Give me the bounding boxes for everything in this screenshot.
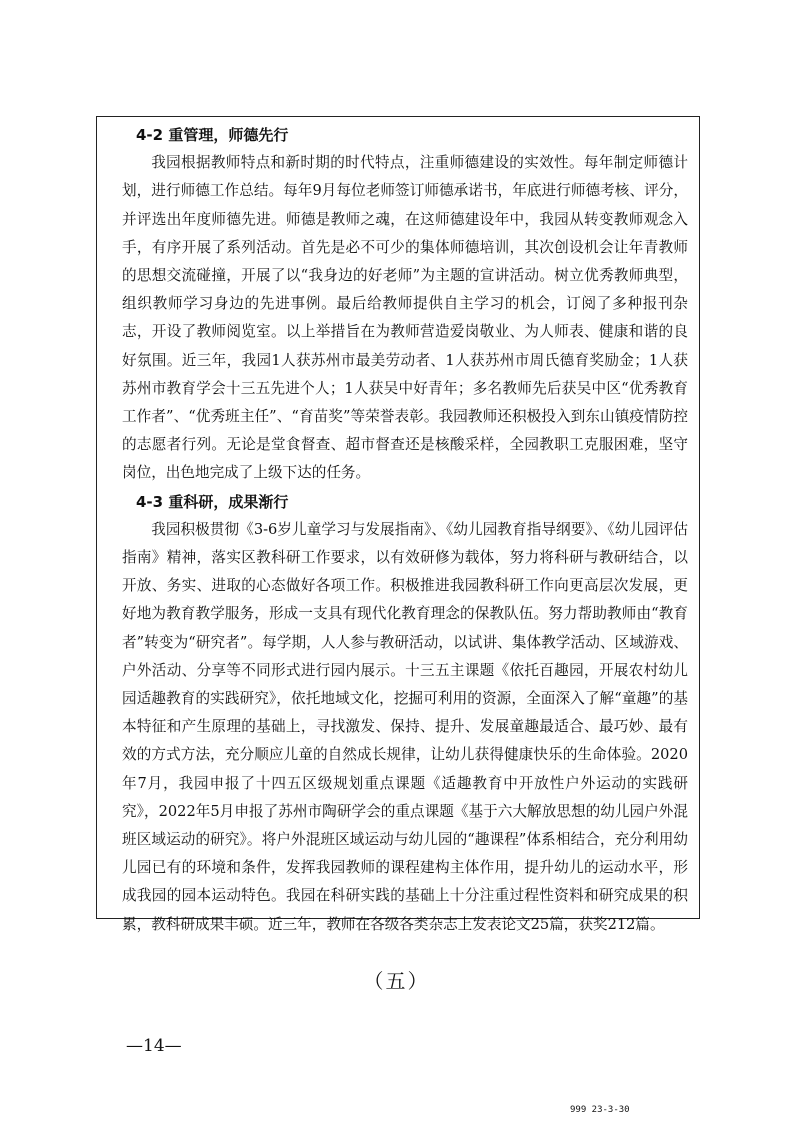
footer-stamp: 999 23-3-30 [570,1105,630,1115]
section-label: （五） [363,969,430,993]
section-heading-management: 4-2 重管理，师德先行 [136,126,289,144]
section-paragraph-research: 我园积极贯彻《3-6岁儿童学习与发展指南》、《幼儿园教育指导纲要》、《幼儿园评估指南》精神，落实区教科研工作要求，以有效研修为载体，努力将科研与教研结合，以开放、务实、进取的心态做好各项工作。积极推进我园教科研工作向更高层次发展，更好地为教育教学服务，形成一支具有现代化教育理念的保教队伍。努力帮助教师由“教育者”转变为“研究者”。每学期，人人参与教研活动，以试讲、集体教学活动、区域游戏、户外活动、分享等不同形式进行园内展示。十三五主课题《依托百趣园，开展农村幼儿园适趣教育的实践研究》，依托地域文化，挖掘可利用的资源，全面深入了解“童趣”的基本特征和产生原理的基础上，寻找激发、保持、提升、发展童趣最适合、最巧妙、最有效的方式方法，充分顺应儿童的自然成长规律，让幼儿获得健康快乐的生命体验。2020年7月，我园申报了十四五区级规划重点课题《适趣教育中开放性户外运动的实践研究》，2022年5月申报了苏州市陶研学会的重点课题《基于六大解放思想的幼儿园户外混班区域运动的研究》。将户外混班区域运动与幼儿园的“趣课程”体系相结合，充分利用幼儿园已有的环境和条件，发挥我园教师的课程建构主体作用，提升幼儿的运动水平，形成我园的园本运动特色。我园在科研实践的基础上十分注重过程性资料和研究成果的积累，教科研成果丰硕。近三年，教师在各级各类杂志上发表论文25篇，获奖212篇。 [122,520,688,933]
document-body [122,121,688,939]
section-heading-research: 4-3 重科研，成果渐行 [136,492,289,511]
content-frame [96,116,700,933]
page-number: —14— [126,1036,182,1056]
section-paragraph-management: 我园根据教师特点和新时期的时代特点，注重师德建设的实效性。每年制定师德计划，进行师德工作总结。每年9月每位老师签订师德承诺书，年底进行师德考核、评分，并评选出年度师德先进。师德是教师之魂，在这师德建设年中，我园从转变教师观念入手，有序开展了系列活动。首先是必不可少的集体师德培训，其次创设机会让年青教师的思想交流碰撞，开展了以“我身边的好老师”为主题的宣讲活动。树立优秀教师典型，组织教师学习身边的先进事例。最后给教师提供自主学习的机会，订阅了多种报刊杂志，开设了教师阅览室。以上举措旨在为教师营造爱岗敬业、为人师表、健康和谐的良好氛围。近三年，我园1人获苏州市最美劳动者、1人获苏州市周氏德育奖励金；1人获苏州市教育学会十三五先进个人；1人获吴中好青年；多名教师先后获吴中区“优秀教育工作者”、“优秀班主任”、“育苗奖”等荣誉表彰。我园教师还积极投入到东山镇疫情防控的志愿者行列。无论是堂食督查、超市督查还是核酸采样，全园教职工克服困难，坚守岗位，出色地完成了上级下达的任务。 [122,154,688,482]
